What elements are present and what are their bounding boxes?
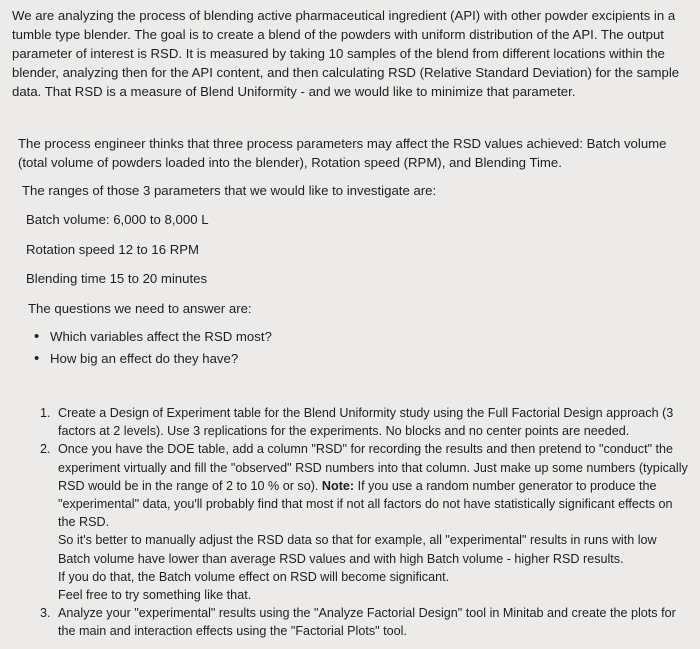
task-1-text: Create a Design of Experiment table for the Blend Uniformity study using the Full Factorial Design approach (3 factors at 2 levels). Use 3 replications for the experiments. No blocks and no center points are needed.: [58, 406, 674, 439]
process-engineer-paragraph: The process engineer thinks that three process parameters may affect the RSD values achieved: Batch volume (total volume of powders loaded into the blender), Rotation speed (RPM), and Blending Time.: [18, 136, 667, 170]
note-label: Note:: [321, 478, 355, 493]
list-item: • Which variables affect the RSD most?: [30, 326, 272, 348]
task-2-note: If you use a random number generator to produce the "experimental" data, you'll probably find that most if not all factors do not have statistically significant effects on the RSD.: [58, 478, 673, 530]
list-number: 2.: [40, 442, 51, 457]
list-item: • How big an effect do they have?: [30, 348, 272, 370]
list-item: [40, 404, 690, 440]
task-2-significant: If you do that, the Batch volume effect on RSD will become significant.: [58, 569, 450, 584]
tasks-list: [40, 404, 690, 641]
task-3-text: Analyze your "experimental" results using the "Analyze Factorial Design" tool in Minitab and create the plots for the main and interaction effects using the "Factorial Plots" tool.: [58, 606, 676, 639]
ranges-heading: The ranges of those 3 parameters that we would like to investigate are:: [22, 183, 437, 198]
list-item: [40, 604, 690, 640]
batch-volume-range: Batch volume: 6,000 to 8,000 L: [26, 212, 209, 227]
intro-paragraph: We are analyzing the process of blending active pharmaceutical ingredient (API) with other powder excipients in a tumble type blender. The goal is to create a blend of the powders with uniform distribution of the API. The output parameter of interest is RSD. It is measured by taking 10 samples of the blend from different locations within the blender, analyzing then for the API content, and then calculating RSD (Relative Standard Deviation) for the sample data. That RSD is a measure of Blend Uniformity - and we would like to minimize that parameter.: [12, 8, 680, 99]
task-2-try: Feel free to try something like that.: [58, 588, 252, 603]
questions-heading: The questions we need to answer are:: [28, 301, 252, 316]
rotation-speed-range: Rotation speed 12 to 16 RPM: [26, 242, 200, 257]
blending-time-range: Blending time 15 to 20 minutes: [26, 271, 208, 286]
task-2-adjust: So it's better to manually adjust the RSD data so that for example, all "experimental" results in runs with low Batch volume have lower than average RSD values and with high Batch volume - higher RSD results.: [58, 533, 657, 566]
list-number: 3.: [40, 606, 51, 621]
list-number: 1.: [40, 406, 51, 420]
task-2-text: Once you have the DOE table, add a column "RSD" for recording the results and then pretend to "conduct" the experiment virtually and fill the "observed" RSD numbers into that column. Just make up some numbers (typically RSD would be in the range of 2 to 10 % or so).: [58, 442, 688, 493]
list-item: [40, 440, 690, 604]
questions-list: [30, 326, 272, 370]
